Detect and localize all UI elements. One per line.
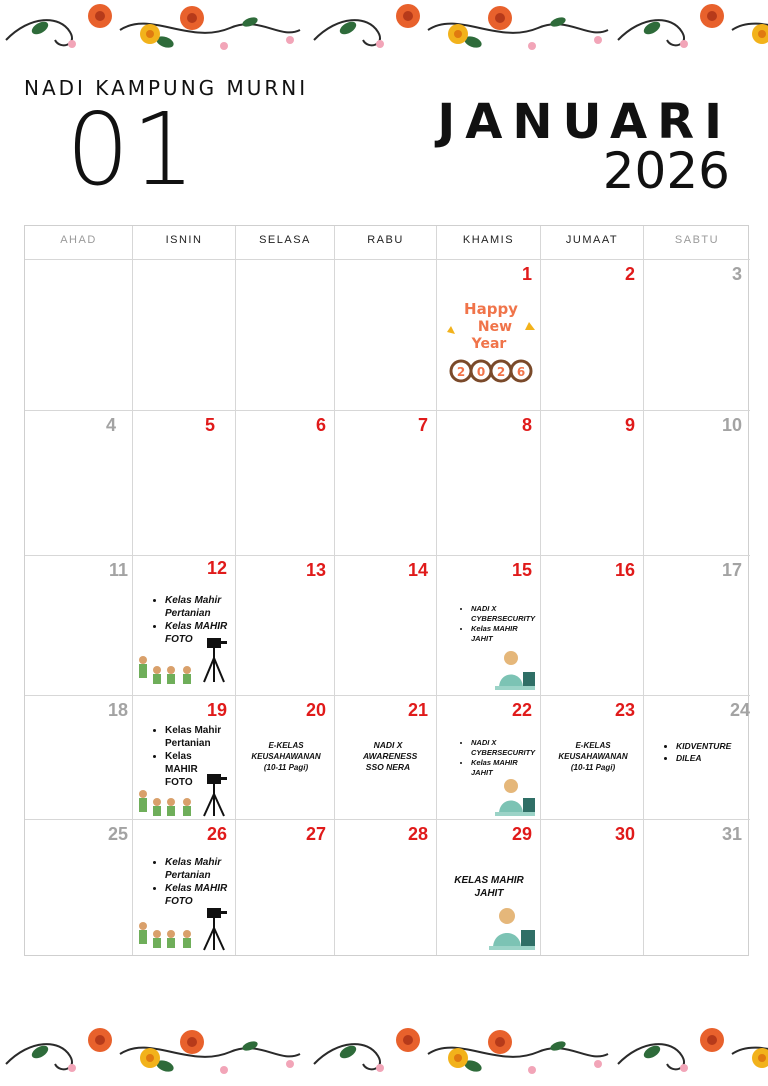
weekday-jumaat: JUMAAT	[541, 226, 644, 260]
weekday-khamis: KHAMIS	[437, 226, 541, 260]
date-number: 26	[206, 824, 227, 844]
date-number: 24	[729, 700, 750, 720]
day-cell-30[interactable]	[541, 820, 644, 955]
date-number: 8	[521, 415, 532, 435]
sewing-woman-icon	[493, 648, 537, 692]
date-number: 27	[305, 824, 326, 844]
day-cell-11[interactable]	[25, 556, 133, 696]
date-number: 16	[614, 560, 635, 580]
date-number: 4	[105, 415, 116, 435]
weekday-sabtu: SABTU	[644, 226, 750, 260]
event-text: NADI X AWARENESS SSO NERA	[363, 740, 418, 772]
day-cell-25[interactable]	[25, 820, 133, 955]
year-label: 2026	[602, 142, 730, 200]
day-cell-1[interactable]	[437, 260, 541, 411]
date-number: 15	[511, 560, 532, 580]
date-number: 30	[614, 824, 635, 844]
date-number: 31	[721, 824, 742, 844]
day-cell-15[interactable]	[437, 556, 541, 696]
day-cell-empty	[236, 260, 335, 411]
event-list	[457, 604, 537, 644]
day-cell-3[interactable]	[644, 260, 750, 411]
date-number: 21	[407, 700, 428, 720]
sewing-woman-icon	[487, 906, 537, 952]
date-number: 12	[206, 558, 227, 578]
day-cell-empty	[335, 260, 437, 411]
event-item: • NADI X CYBERSECURITY	[471, 738, 537, 758]
floral-border-top	[0, 0, 768, 60]
event-list	[662, 740, 748, 764]
day-cell-13[interactable]	[236, 556, 335, 696]
event-item: • Kelas MAHIR JAHIT	[471, 758, 537, 778]
day-cell-7[interactable]	[335, 411, 437, 556]
date-number: 23	[614, 700, 635, 720]
date-number: 18	[107, 700, 128, 720]
day-cell-21[interactable]	[335, 696, 437, 820]
date-number: 13	[305, 560, 326, 580]
date-number: 2	[624, 264, 635, 284]
farming-people-icon	[137, 788, 199, 818]
event-item: • Kelas Mahir Pertanian	[165, 856, 231, 882]
weekday-ahad: AHAD	[25, 226, 133, 260]
event-item: • NADI X CYBERSECURITY	[471, 604, 537, 624]
event-item: • Kelas MAHIR FOTO	[165, 882, 231, 908]
day-cell-26[interactable]	[133, 820, 236, 955]
farming-people-icon	[137, 652, 199, 686]
svg-text:0: 0	[476, 365, 486, 379]
calendar-grid	[24, 225, 749, 956]
svg-text:2: 2	[456, 365, 466, 379]
date-number: 20	[305, 700, 326, 720]
month-number: 01	[66, 91, 198, 208]
svg-text:Year: Year	[471, 336, 507, 352]
weekday-rabu: RABU	[335, 226, 437, 260]
date-number: 7	[417, 415, 428, 435]
event-text: KELAS MAHIR JAHIT	[454, 875, 524, 899]
event-item: • DILEA	[676, 752, 748, 764]
day-cell-31[interactable]	[644, 820, 750, 955]
day-cell-8[interactable]	[437, 411, 541, 556]
date-number: 1	[521, 264, 532, 284]
day-cell-6[interactable]	[236, 411, 335, 556]
day-cell-10[interactable]	[644, 411, 750, 556]
date-number: 28	[407, 824, 428, 844]
day-cell-23[interactable]	[541, 696, 644, 820]
weekday-isnin: ISNIN	[133, 226, 236, 260]
camera-tripod-icon	[201, 906, 229, 952]
day-cell-29[interactable]	[437, 820, 541, 955]
day-cell-18[interactable]	[25, 696, 133, 820]
date-number: 5	[204, 415, 215, 435]
date-number: 11	[108, 560, 128, 580]
day-cell-19[interactable]	[133, 696, 236, 820]
date-number: 17	[721, 560, 742, 580]
floral-border-bottom	[0, 1024, 768, 1084]
svg-text:New: New	[477, 319, 513, 335]
day-cell-empty	[133, 260, 236, 411]
weekday-selasa: SELASA	[236, 226, 335, 260]
svg-text:6: 6	[516, 365, 526, 379]
date-number: 29	[511, 824, 532, 844]
event-list	[457, 738, 537, 778]
date-number: 19	[206, 700, 227, 720]
date-number: 10	[721, 415, 742, 435]
month-name: JANUARI	[437, 94, 732, 150]
event-list	[151, 856, 231, 908]
svg-text:Happy: Happy	[464, 300, 518, 318]
date-number: 6	[315, 415, 326, 435]
day-cell-16[interactable]	[541, 556, 644, 696]
day-cell-22[interactable]	[437, 696, 541, 820]
camera-tripod-icon	[201, 772, 229, 818]
event-text: E-KELAS KEUSAHAWANAN (10-11 Pagi)	[251, 741, 321, 772]
date-number: 9	[624, 415, 635, 435]
event-item: • Kelas MAHIR FOTO	[165, 620, 231, 646]
event-item: • Kelas MAHIR JAHIT	[471, 624, 537, 644]
event-item: • KIDVENTURE	[676, 740, 748, 752]
day-cell-14[interactable]	[335, 556, 437, 696]
camera-tripod-icon	[201, 636, 229, 684]
event-item: • Kelas MAHIR FOTO	[165, 750, 227, 789]
day-cell-2[interactable]	[541, 260, 644, 411]
day-cell-4[interactable]	[25, 411, 133, 556]
date-number: 25	[107, 824, 128, 844]
sewing-woman-icon	[493, 776, 537, 818]
day-cell-20[interactable]	[236, 696, 335, 820]
day-cell-17[interactable]	[644, 556, 750, 696]
date-number: 3	[731, 264, 742, 284]
day-cell-12[interactable]	[133, 556, 236, 696]
happy-new-year-2026-icon	[445, 296, 537, 386]
day-cell-24[interactable]	[644, 696, 750, 820]
day-cell-empty	[25, 260, 133, 411]
farming-people-icon	[137, 920, 199, 950]
day-cell-28[interactable]	[335, 820, 437, 955]
day-cell-9[interactable]	[541, 411, 644, 556]
date-number: 22	[511, 700, 532, 720]
svg-text:2: 2	[496, 365, 506, 379]
day-cell-5[interactable]	[133, 411, 236, 556]
event-item: • Kelas Mahir Pertanian	[165, 594, 231, 620]
event-text: E-KELAS KEUSAHAWANAN (10-11 Pagi)	[558, 741, 628, 772]
date-number: 14	[407, 560, 428, 580]
day-cell-27[interactable]	[236, 820, 335, 955]
event-item: • Kelas Mahir Pertanian	[165, 724, 227, 750]
organization-name: NADI KAMPUNG MURNI	[24, 76, 309, 100]
